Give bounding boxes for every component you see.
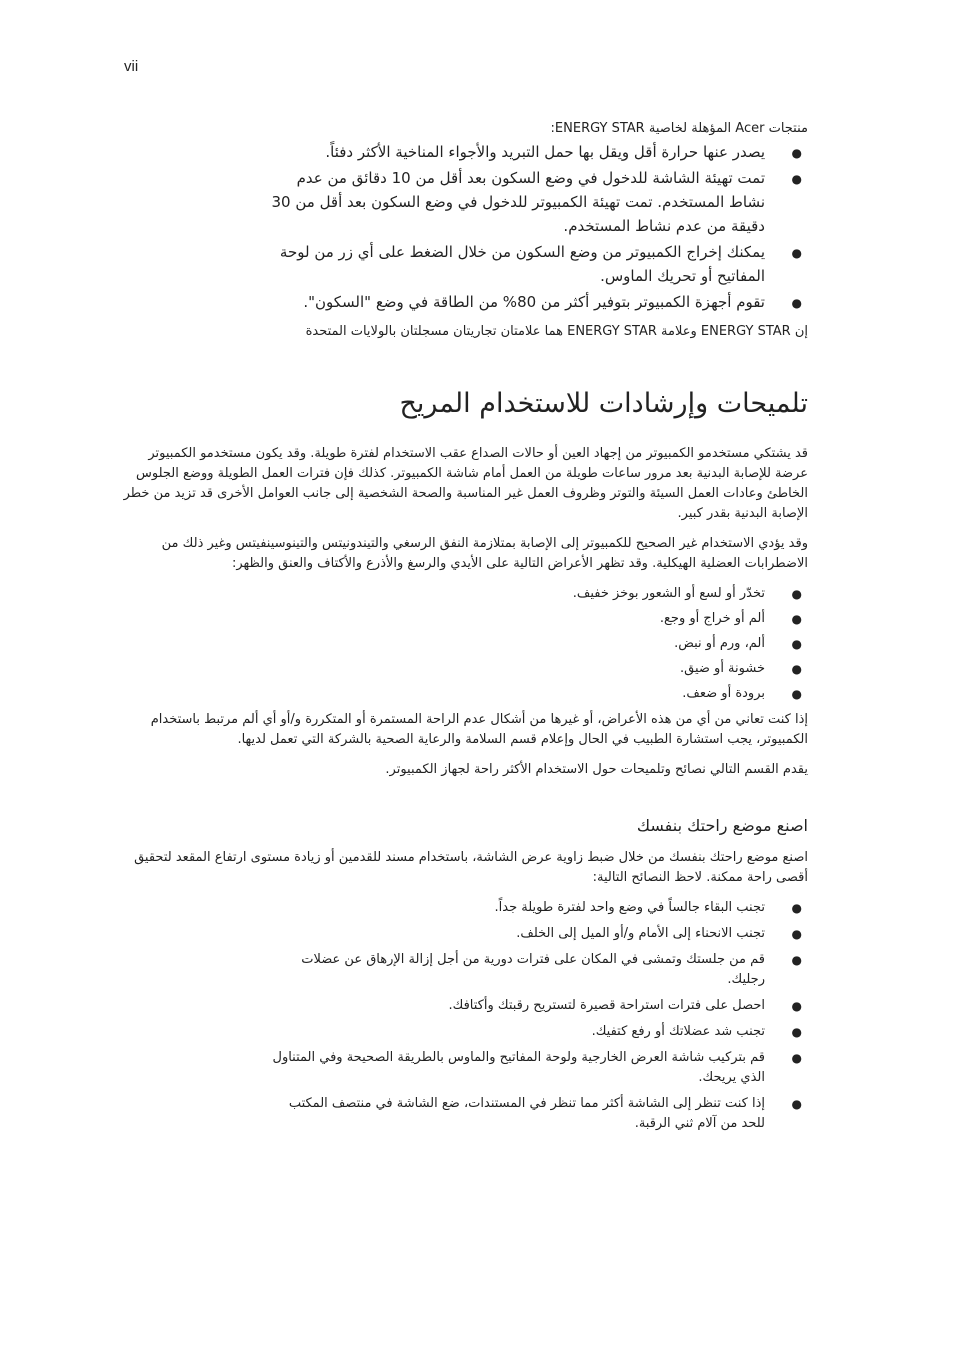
list-item [118, 898, 808, 918]
list-item [118, 584, 808, 604]
tips-list [118, 898, 808, 1134]
subsection-title: اصنع موضع راحتك بنفسك [636, 816, 808, 835]
list-item-text: ألم، ورم أو نبض. [674, 636, 765, 651]
list-item [118, 684, 808, 704]
list-item-text: قم من جلستك وتمشى في المكان على فترات دورية من أجل إزالة الإرهاق عن عضلات رجليك. [301, 952, 765, 987]
bullet-icon: ● [791, 999, 802, 1013]
list-item [118, 659, 808, 679]
list-item-text: يصدر عنها حرارة أقل ويقل بها حمل التبريد والأجواء المناخية الأكثر دفئاً. [325, 143, 765, 161]
bullet-icon: ● [791, 172, 802, 186]
paragraph: قد يشتكي مستخدمو الكمبيوتر من إجهاد العين أو حالات الصداع عقب الاستخدام لفترة طويلة. وقد يكون مستخدمو الكمبيوتر عرضة للإصابة البدنية بعد مرور ساعات طويلة من العمل أمام شاشة الكمبيوتر. كذلك فإن فترات العمل الطويلة ووضع الجلوس الخاطئ وعادات العمل السيئة والتوتر وظروف العمل غير المناسبة والصحة الشخصية إلى جانب العوامل الأخرى قد تزيد من خطر الإصابة البدنية بقدر كبير. [123, 446, 808, 521]
list-item-text: قم بتركيب شاشة العرض الخارجية ولوحة المفاتيح والماوس بالطريقة الصحيحة وفي المتناول الذي يريحك. [272, 1050, 765, 1085]
list-item [118, 996, 808, 1016]
list-item-text: احصل على فترات استراحة قصيرة لتستريح رقبتك وأكتافك. [448, 998, 765, 1013]
list-item-text: تخدّر أو لسع أو الشعور بوخز خفيف. [572, 586, 765, 601]
list-item-text: ألم أو خراج أو وجع. [659, 611, 765, 626]
list-item [118, 1048, 808, 1088]
list-item [118, 634, 808, 654]
list-item [118, 950, 808, 990]
list-item-text: يمكنك إخراج الكمبيوتر من وضع السكون من خلال الضغط على أي زر من لوحة المفاتيح أو تحريك الماوس. [279, 243, 765, 285]
bullet-icon: ● [791, 953, 802, 967]
list-item [118, 609, 808, 629]
trademark-note: إن ENERGY STAR وعلامة ENERGY STAR هما علامتان تجاريتان مسجلتان بالولايات المتحدة [305, 324, 808, 339]
bullet-icon: ● [791, 612, 802, 626]
bullet-icon: ● [791, 637, 802, 651]
page-number: vii [124, 58, 139, 75]
list-item [118, 924, 808, 944]
list-item-text: تجنب شد عضلاتك أو رفع كتفيك. [591, 1024, 765, 1039]
list-item-text: تجنب البقاء جالساً في وضع واحد لفترة طويلة جداً. [494, 900, 765, 915]
list-item-text: تمت تهيئة الشاشة للدخول في وضع السكون بعد أقل من 10 دقائق من عدم نشاط المستخدم. تمت تهيئة الكمبيوتر للدخول في وضع السكون بعد أقل من 30 دقيقة من عدم نشاط المستخدم. [271, 169, 765, 235]
bullet-icon: ● [791, 1097, 802, 1111]
list-item [118, 1094, 808, 1134]
list-item [118, 140, 808, 164]
paragraph: يقدم القسم التالي نصائح وتلميحات حول الاستخدام الأكثر راحة لجهاز الكمبيوتر. [385, 762, 808, 777]
section-title: تلميحات وإرشادات للاستخدام المريح [399, 388, 808, 419]
bullet-icon: ● [791, 1025, 802, 1039]
list-item-text: إذا كنت تنظر إلى الشاشة أكثر مما تنظر في المستندات، ضع الشاشة في منتصف المكتب للحد من آلام ثني الرقبة. [288, 1096, 765, 1131]
bullet-icon: ● [791, 687, 802, 701]
bullet-icon: ● [791, 927, 802, 941]
symptoms-list [118, 584, 808, 704]
bullet-icon: ● [791, 296, 802, 310]
paragraph: اصنع موضع راحتك بنفسك من خلال ضبط زاوية عرض الشاشة، باستخدام مسند للقدمين أو زيادة مستوى ارتفاع المقعد لتحقيق أقصى راحة ممكنة. لاحظ النصائح التالية: [134, 850, 808, 885]
bullet-icon: ● [791, 146, 802, 160]
bullet-icon: ● [791, 901, 802, 915]
bullet-icon: ● [791, 587, 802, 601]
bullet-icon: ● [791, 662, 802, 676]
bullet-icon: ● [791, 1051, 802, 1065]
list-item [118, 166, 808, 238]
list-item-text: تقوم أجهزة الكمبيوتر بتوفير أكثر من 80% من الطاقة في وضع "السكون". [303, 293, 765, 311]
list-item-text: خشونة أو ضيق. [679, 661, 765, 676]
energy-star-list [118, 140, 808, 314]
paragraph: إذا كنت تعاني من أي من هذه الأعراض، أو غيرها من أشكال عدم الراحة المستمرة أو المتكررة و/أو أي ألم مرتبط باستخدام الكمبيوتر، يجب استشارة الطبيب في الحال وإعلام قسم السلامة والرعاية الصحية بالشركة التي تعمل لديها. [150, 712, 808, 747]
document-body [118, 118, 808, 1140]
paragraph: وقد يؤدي الاستخدام غير الصحيح للكمبيوتر إلى الإصابة بمتلازمة النفق الرسغي والتيندونيتس والتينوسينفيتس وغير ذلك من الاضطرابات العضلية الهيكلية. وقد تظهر الأعراض التالية على الأيدي والرسغ والأذرع والأكتاف والعنق والظهر: [161, 536, 808, 571]
list-item [118, 1022, 808, 1042]
list-item [118, 240, 808, 288]
list-item [118, 290, 808, 314]
bullet-icon: ● [791, 246, 802, 260]
list-item-text: تجنب الانحناء إلى الأمام و/أو الميل إلى الخلف. [516, 926, 765, 941]
energy-star-intro: منتجات Acer المؤهلة لخاصية ENERGY STAR: [550, 121, 808, 136]
list-item-text: برودة أو ضعف. [682, 686, 765, 701]
